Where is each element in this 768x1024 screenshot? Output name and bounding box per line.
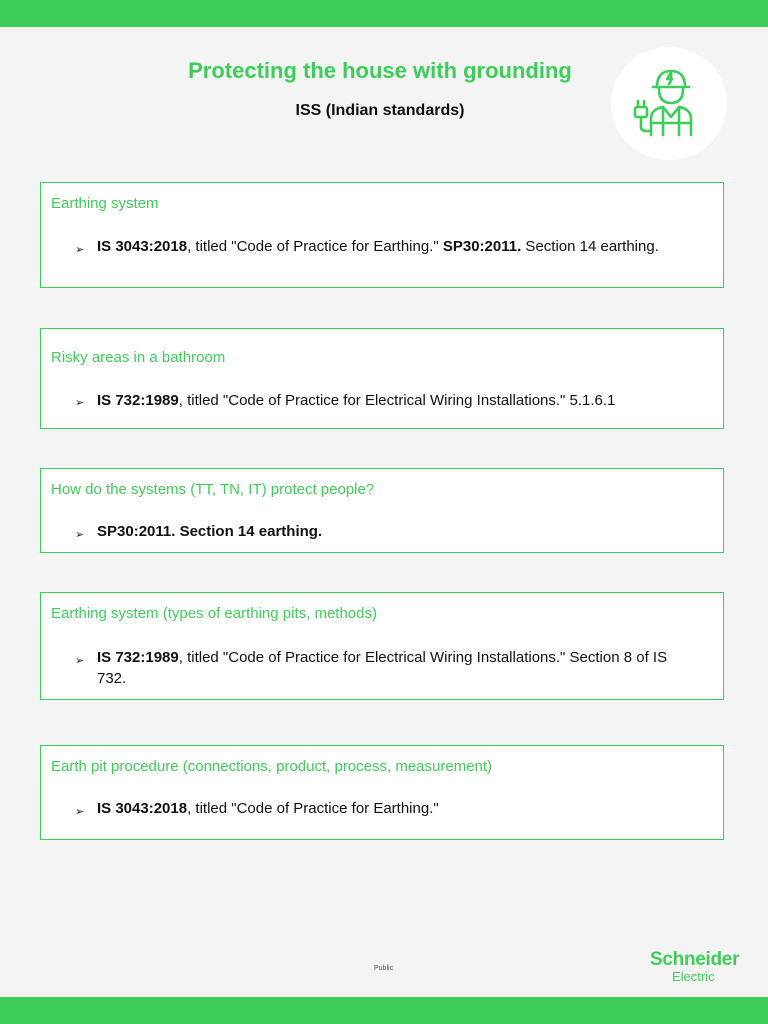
section-title: Earthing system xyxy=(51,195,159,212)
electrician-badge xyxy=(611,47,727,160)
page-title: Protecting the house with grounding xyxy=(188,58,572,83)
bottom-brand-bar xyxy=(0,997,768,1024)
standard-code: IS 732:1989 xyxy=(97,392,179,409)
standard-text: , titled "Code of Practice for Electrical Wiring Installations." 5.1.6.1 xyxy=(178,392,616,409)
section-title: Risky areas in a bathroom xyxy=(51,349,226,366)
standard-code: SP30:2011. Section 14 earthing. xyxy=(97,523,323,540)
standard-text: , titled "Code of Practice for Earthing." xyxy=(187,800,439,817)
section-earthing-pit-types xyxy=(40,592,724,700)
section-body xyxy=(97,798,695,819)
classification-label: Public xyxy=(374,965,394,972)
section-body xyxy=(97,521,695,542)
bullet-arrow-icon: ➢ xyxy=(75,806,85,818)
section-body xyxy=(97,647,695,689)
standard-text: Section 14 earthing. xyxy=(521,238,659,255)
section-title: How do the systems (TT, TN, IT) protect people? xyxy=(51,481,375,498)
standard-text: , titled "Code of Practice for Electrical Wiring Installations." Section 8 of IS 732. xyxy=(97,649,668,687)
section-earth-pit-procedure xyxy=(40,745,724,840)
bullet-arrow-icon: ➢ xyxy=(75,529,85,541)
top-brand-bar xyxy=(0,0,768,27)
standard-code: IS 3043:2018 xyxy=(97,238,188,255)
logo-wordmark-bottom: Electric xyxy=(672,969,715,984)
electrician-worker-icon xyxy=(633,63,705,143)
section-earthing-system xyxy=(40,182,724,288)
page-subtitle: ISS (Indian standards) xyxy=(295,102,465,119)
section-body xyxy=(97,236,695,257)
standard-text: , titled "Code of Practice for Earthing." xyxy=(187,238,443,255)
bullet-arrow-icon: ➢ xyxy=(75,244,85,256)
standard-code: IS 3043:2018 xyxy=(97,800,188,817)
bullet-arrow-icon: ➢ xyxy=(75,655,85,667)
section-body xyxy=(97,390,695,411)
section-risky-areas-bathroom xyxy=(40,328,724,429)
bullet-arrow-icon: ➢ xyxy=(75,397,85,409)
schneider-electric-logo xyxy=(650,950,750,984)
standard-code: SP30:2011. xyxy=(442,238,522,255)
section-title: Earthing system (types of earthing pits, methods) xyxy=(51,605,377,622)
section-title: Earth pit procedure (connections, product, process, measurement) xyxy=(51,758,493,775)
standard-code: IS 732:1989 xyxy=(97,649,179,666)
logo-wordmark-top: Schneider xyxy=(650,949,740,970)
section-systems-protect-people xyxy=(40,468,724,553)
